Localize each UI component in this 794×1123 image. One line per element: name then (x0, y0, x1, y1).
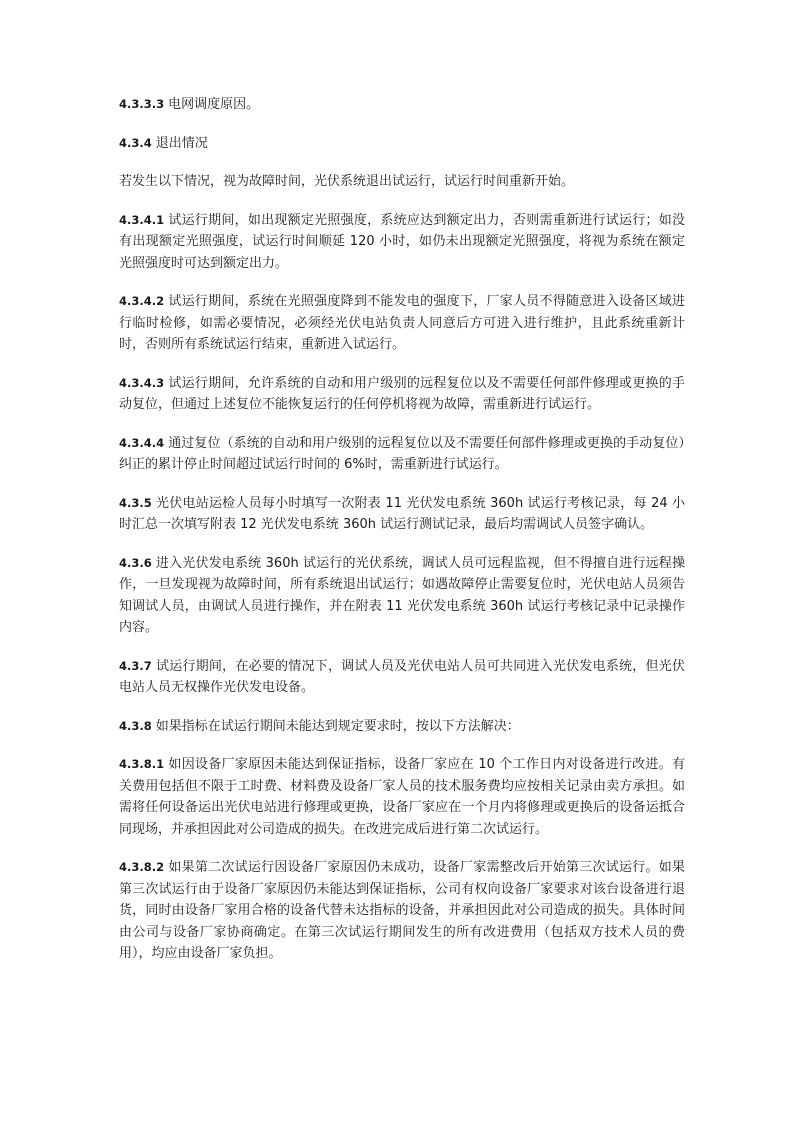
section-number: 4.3.8 (119, 718, 152, 733)
paragraph-4-3-4 (119, 133, 685, 155)
paragraph-text: 若发生以下情况，视为故障时间，光伏系统退出试运行，试运行时间重新开始。 (119, 174, 575, 189)
paragraph-text: 如果指标在试运行期间未能达到规定要求时，按以下方法解决： (155, 718, 520, 734)
section-number: 4.3.6 (119, 555, 152, 570)
paragraph-text: 光伏电站运检人员每小时填写一次附表 11 光伏发电系统 360h 试运行考核记录，每 24 小时汇总一次填写附表 12 光伏发电系统 360h 试运行测试记录，最后均需调试人员签字确认。 (119, 495, 685, 532)
paragraph-4-3-4-3 (119, 373, 685, 416)
paragraph-text: 如果第二次试运行因设备厂家原因仍未成功，设备厂家需整改后开始第三次试运行。如果第三次试运行由于设备厂家原因仍未能达到保证指标，公司有权向设备厂家要求对该台设备进行退货，同时由设备厂家用合格的设备代替未达指标的设备，并承担因此对公司造成的损失。具体时间由公司与设备厂家协商确定。在第三次试运行期间发生的所有改进费用（包括双方技术人员的费用），均应由设备厂家负担。 (119, 860, 685, 961)
paragraph-text: 试运行期间，系统在光照强度降到不能发电的强度下，厂家人员不得随意进入设备区域进行临时检修，如需必要情况，必须经光伏电站负责人同意后方可进入进行维护，且此系统重新计时，否则所有系统试运行结束，重新进入试运行。 (119, 294, 685, 352)
paragraph-4-3-7 (119, 656, 685, 699)
section-number: 4.3.4.3 (119, 375, 165, 390)
section-number: 4.3.7 (119, 658, 152, 673)
section-number: 4.3.3.3 (119, 97, 165, 111)
section-number: 4.3.5 (119, 495, 152, 510)
paragraph-4-3-8-1 (119, 754, 685, 840)
paragraph-4-3-3-3 (119, 94, 685, 116)
paragraph-4-3-5 (119, 493, 685, 536)
document-body (119, 94, 685, 982)
paragraph-4-3-4-4 (119, 433, 685, 476)
paragraph-text: 试运行期间，在必要的情况下，调试人员及光伏电站人员可共同进入光伏发电系统，但光伏电站人员无权操作光伏发电设备。 (119, 658, 685, 695)
paragraph-text: 进入光伏发电系统 360h 试运行的光伏系统，调试人员可远程监视，但不得擅自进行远程操作，一旦发现视为故障时间，所有系统退出试运行；如遇故障停止需要复位时，光伏电站人员须告知调试人员，由调试人员进行操作，并在附表 11 光伏发电系统 360h 试运行考核记录中记录操作内容。 (119, 555, 685, 635)
paragraph-text: 通过复位（系统的自动和用户级别的远程复位以及不需要任何部件修理或更换的手动复位）纠正的累计停止时间超过试运行时间的 6%时，需重新进行试运行。 (119, 435, 685, 472)
paragraph-4-3-8 (119, 716, 685, 738)
paragraph-4-3-6 (119, 553, 685, 639)
paragraph-text: 试运行期间，如出现额定光照强度，系统应达到额定出力，否则需重新进行试运行；如没有出现额定光照强度，试运行时间顺延 120 小时，如仍未出现额定光照强度，将视为系统在额定光照强度时可达到额定出力。 (119, 212, 685, 271)
paragraph-text: 退出情况 (155, 135, 208, 151)
section-number: 4.3.4 (119, 135, 152, 150)
section-number: 4.3.4.1 (119, 212, 165, 227)
paragraph-text: 如因设备厂家原因未能达到保证指标，设备厂家应在 10 个工作日内对设备进行改进。有关费用包括但不限于工时费、材料费及设备厂家人员的技术服务费均应按相关记录由卖方承担。如需将任何设备运出光伏电站进行修理或更换，设备厂家应在一个月内将修理或更换后的设备运抵合同现场，并承担因此对公司造成的损失。在改进完成后进行第二次试运行。 (119, 757, 685, 837)
section-number: 4.3.4.2 (119, 294, 165, 308)
paragraph-4-3-4-2 (119, 291, 685, 356)
paragraph-4-3-4-1 (119, 210, 685, 275)
paragraph-text: 电网调度原因。 (168, 97, 260, 112)
paragraph-intro (119, 171, 685, 193)
section-number: 4.3.8.1 (119, 757, 165, 771)
section-number: 4.3.4.4 (119, 435, 165, 450)
paragraph-4-3-8-2 (119, 857, 685, 965)
section-number: 4.3.8.2 (119, 860, 165, 874)
paragraph-text: 试运行期间，允许系统的自动和用户级别的远程复位以及不需要任何部件修理或更换的手动复位，但通过上述复位不能恢复运行的任何停机将视为故障，需重新进行试运行。 (119, 375, 685, 412)
